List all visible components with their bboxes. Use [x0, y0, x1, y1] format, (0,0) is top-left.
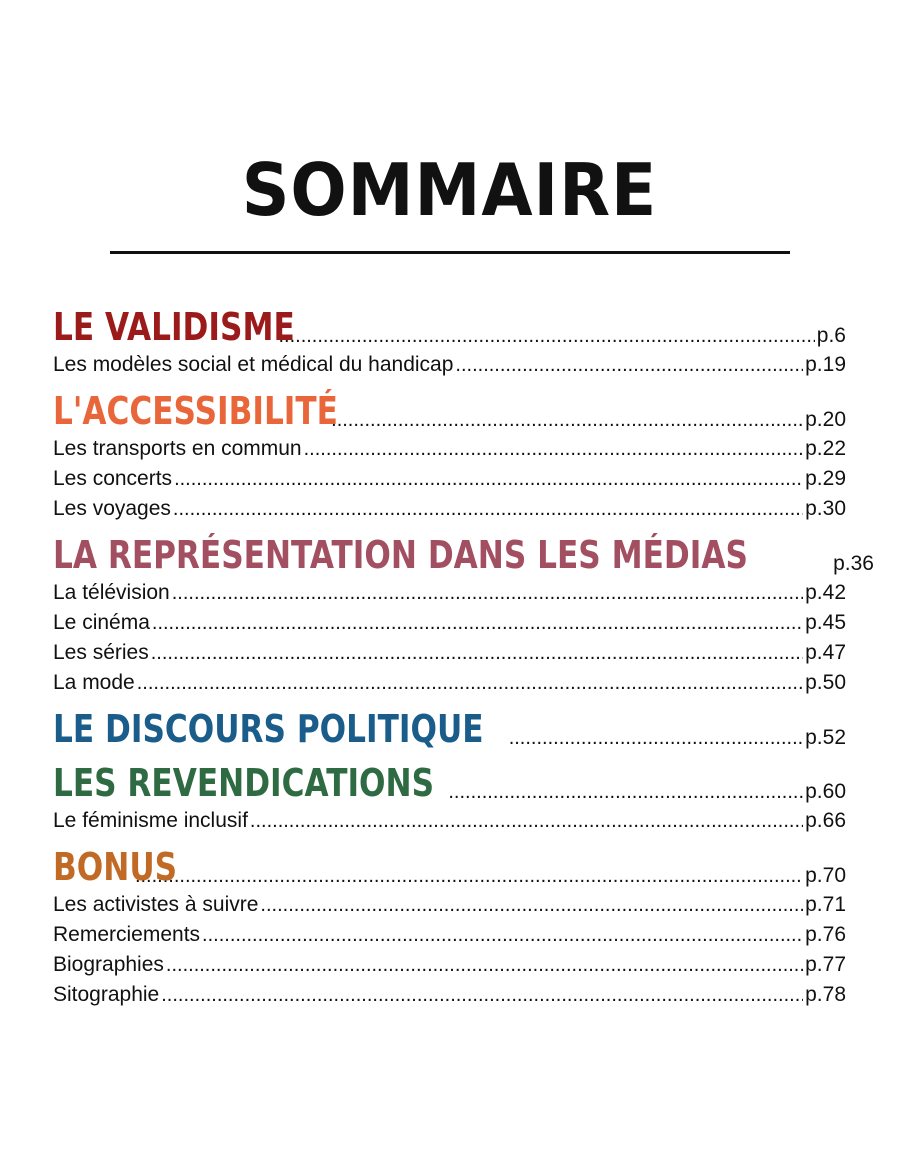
dot-leader — [172, 578, 803, 608]
title-divider — [110, 251, 790, 254]
page-number: p.6 — [816, 324, 846, 347]
section-title-validisme: LE VALIDISME — [53, 305, 295, 349]
toc-entry[interactable] — [53, 950, 846, 980]
dot-leader — [448, 781, 803, 806]
page-number: p.42 — [805, 581, 846, 604]
dot-leader — [152, 608, 803, 638]
page-number: p.20 — [805, 408, 846, 431]
toc-list — [53, 296, 874, 1010]
page-number: p.36 — [833, 552, 874, 575]
dot-leader — [174, 464, 803, 494]
page-number: p.52 — [805, 726, 846, 749]
toc-entry[interactable] — [53, 464, 846, 494]
toc-entry[interactable] — [53, 668, 846, 698]
entry-title: Biographies — [53, 953, 164, 976]
entry-title: Les activistes à suivre — [53, 893, 259, 916]
toc-section-discours[interactable] — [53, 702, 846, 752]
page-number: p.45 — [805, 611, 846, 634]
entry-title: Sitographie — [53, 983, 160, 1006]
dot-leader — [260, 890, 803, 920]
entry-title: Le féminisme inclusif — [53, 809, 248, 832]
toc-entry[interactable] — [53, 608, 846, 638]
dot-leader — [278, 325, 814, 350]
page-number: p.30 — [805, 497, 846, 520]
section-title-representation: LA REPRÉSENTATION DANS LES MÉDIAS — [53, 533, 748, 577]
page-number: p.50 — [805, 671, 846, 694]
toc-entry[interactable] — [53, 920, 846, 950]
page-number: p.78 — [805, 983, 846, 1006]
dot-leader — [455, 350, 803, 380]
section-title-accessibilite: L'ACCESSIBILITÉ — [53, 389, 338, 433]
toc-section-accessibilite[interactable] — [53, 384, 846, 434]
entry-title: Le cinéma — [53, 611, 150, 634]
section-title-discours: LE DISCOURS POLITIQUE — [53, 707, 484, 751]
toc-entry[interactable] — [53, 638, 846, 668]
page-number: p.47 — [805, 641, 846, 664]
entry-title: La mode — [53, 671, 135, 694]
toc-section-bonus[interactable] — [53, 840, 846, 890]
page-number: p.76 — [805, 923, 846, 946]
toc-section-representation[interactable] — [53, 528, 874, 578]
entry-title: Les voyages — [53, 497, 171, 520]
section-title-revendications: LES REVENDICATIONS — [53, 761, 435, 805]
toc-entry[interactable] — [53, 578, 846, 608]
toc-section-revendications[interactable] — [53, 756, 846, 806]
entry-title: Les modèles social et médical du handicap — [53, 353, 454, 376]
page-number: p.71 — [805, 893, 846, 916]
dot-leader — [135, 865, 803, 890]
toc-entry[interactable] — [53, 350, 846, 380]
page-number: p.60 — [805, 780, 846, 803]
dot-leader — [151, 638, 803, 668]
dot-leader — [304, 434, 804, 464]
toc-entry[interactable] — [53, 980, 846, 1010]
page-number: p.29 — [805, 467, 846, 490]
toc-entry[interactable] — [53, 494, 846, 524]
dot-leader — [509, 727, 803, 752]
page-number: p.19 — [805, 353, 846, 376]
dot-leader — [202, 920, 803, 950]
dot-leader — [137, 668, 803, 698]
toc-section-validisme[interactable] — [53, 300, 846, 350]
page-number: p.70 — [805, 864, 846, 887]
entry-title: Les transports en commun — [53, 437, 302, 460]
dot-leader — [166, 950, 803, 980]
page-number: p.77 — [805, 953, 846, 976]
toc-entry[interactable] — [53, 806, 846, 836]
dot-leader — [250, 806, 803, 836]
section-title-bonus: BONUS — [53, 845, 178, 889]
toc-entry[interactable] — [53, 890, 846, 920]
toc-entry[interactable] — [53, 434, 846, 464]
dot-leader — [173, 494, 803, 524]
page-title: SOMMAIRE — [241, 148, 658, 232]
entry-title: Les concerts — [53, 467, 173, 490]
entry-title: La télévision — [53, 581, 170, 604]
dot-leader — [161, 980, 803, 1010]
entry-title: Remerciements — [53, 923, 201, 946]
entry-title: Les séries — [53, 641, 149, 664]
page-number: p.66 — [805, 809, 846, 832]
dot-leader — [331, 409, 803, 434]
page-number: p.22 — [805, 437, 846, 460]
